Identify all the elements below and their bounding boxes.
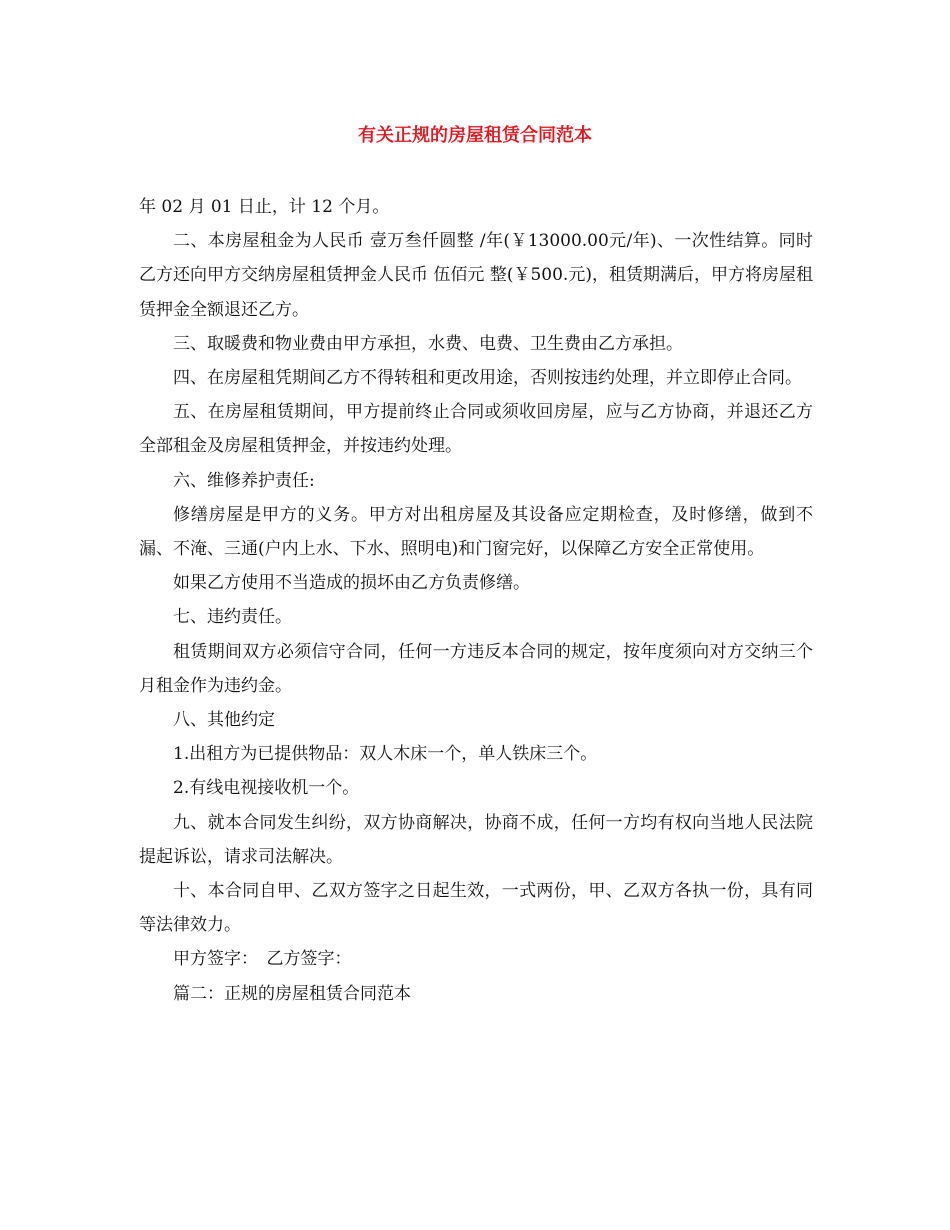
paragraph-clause-2: 二、本房屋租金为人民币 壹万叁仟圆整 /年(￥13000.00元/年)、一次性结算。同时乙方还向甲方交纳房屋租赁押金人民币 伍佰元 整(￥500.元)，租赁期满后，甲方将房屋租赁押金全额退还乙方。 (139, 231, 813, 320)
document-title: 有关正规的房屋租赁合同范本 (358, 125, 592, 146)
document-body (139, 190, 813, 1011)
paragraph-clause-8-heading: 八、其他约定 (173, 710, 275, 731)
section-heading-part-2: 篇二：正规的房屋租赁合同范本 (173, 983, 411, 1004)
paragraph-clause-3: 三、取暖费和物业费由甲方承担，水费、电费、卫生费由乙方承担。 (173, 333, 683, 354)
paragraph-clause-6-body: 修缮房屋是甲方的义务。甲方对出租房屋及其设备应定期检查，及时修缮，做到不漏、不淹、三通(户内上水、下水、照明电)和门窗完好，以保障乙方安全正常使用。 (139, 504, 813, 560)
paragraph-clause-6-note: 如果乙方使用不当造成的损坏由乙方负责修缮。 (173, 573, 530, 594)
signature-line: 甲方签字： 乙方签字： (173, 949, 352, 970)
paragraph-clause-8-item-2: 2.有线电视接收机一个。 (173, 778, 360, 799)
paragraph-clause-8-item-1: 1.出租方为已提供物品：双人木床一个，单人铁床三个。 (173, 744, 598, 765)
paragraph-clause-7-heading: 七、违约责任。 (173, 607, 292, 628)
paragraph-clause-4: 四、在房屋租凭期间乙方不得转租和更改用途，否则按违约处理，并立即停止合同。 (173, 368, 802, 389)
paragraph-continuation: 年 02 月 01 日止，计 12 个月。 (139, 197, 390, 217)
paragraph-clause-9: 九、就本合同发生纠纷，双方协商解决，协商不成，任何一方均有权向当地人民法院提起诉讼，请求司法解决。 (139, 812, 813, 867)
paragraph-clause-5: 五、在房屋租赁期间，甲方提前终止合同或须收回房屋，应与乙方协商，并退还乙方全部租金及房屋租赁押金，并按违约处理。 (139, 402, 813, 457)
paragraph-clause-7-body: 租赁期间双方必须信守合同，任何一方违反本合同的规定，按年度须向对方交纳三个月租金作为违约金。 (139, 641, 813, 696)
paragraph-clause-10: 十、本合同自甲、乙双方签字之日起生效，一式两份，甲、乙双方各执一份，具有同等法律效力。 (139, 881, 813, 936)
paragraph-clause-6-heading: 六、维修养护责任: (173, 470, 315, 491)
